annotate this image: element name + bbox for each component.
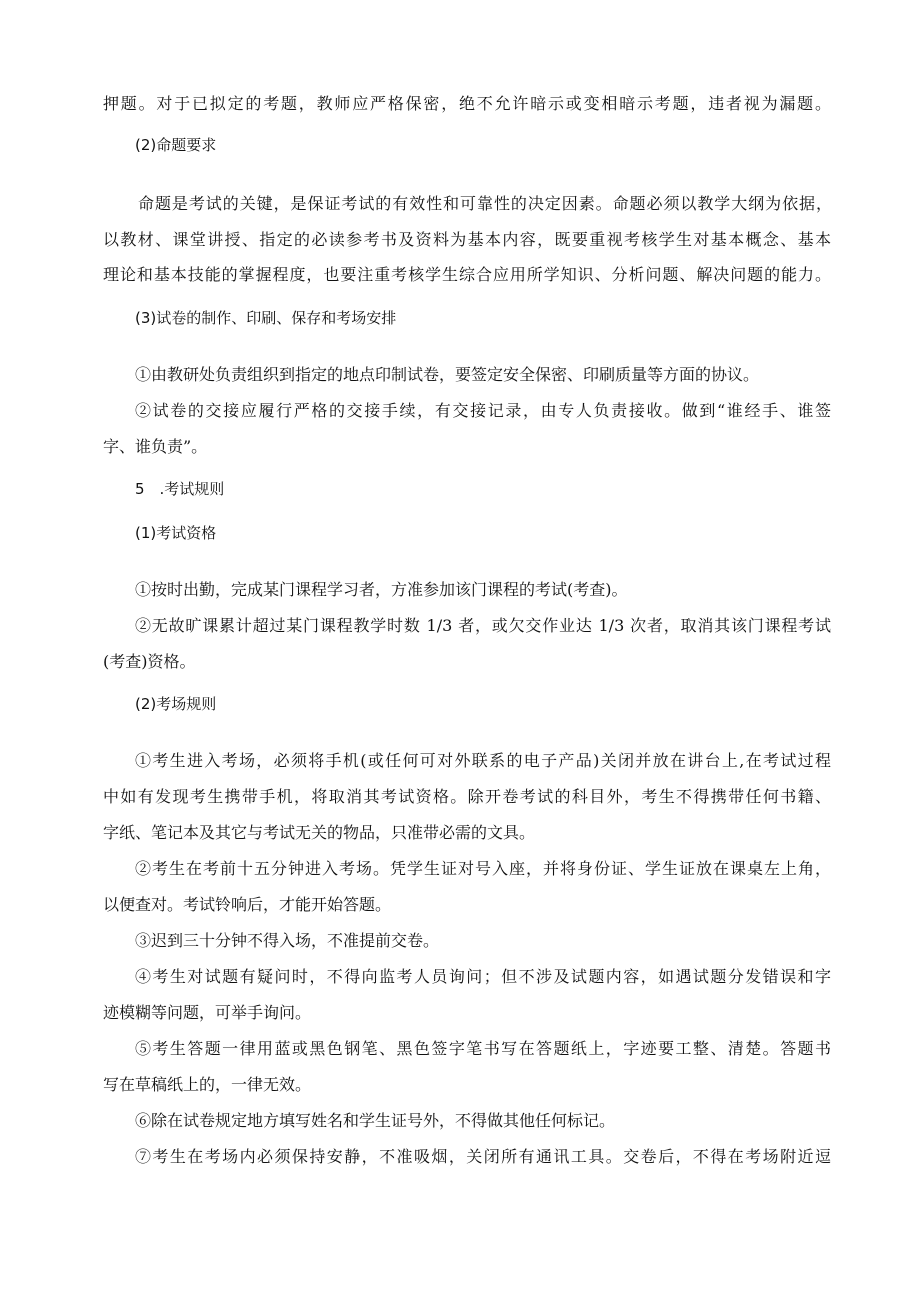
paragraph-line: (考查)资格。 xyxy=(103,652,196,671)
paragraph-line: 写在草稿纸上的，一律无效。 xyxy=(103,1075,312,1094)
section-heading: (2)考场规则 xyxy=(135,695,217,713)
paragraph-line: 押题。对于已拟定的考题，教师应严格保密，绝不允许暗示或变相暗示考题，违者视为漏题。 xyxy=(103,94,831,113)
paragraph-line: 字纸、笔记本及其它与考试无关的物品，只准带必需的文具。 xyxy=(103,823,536,842)
paragraph-line: ④考生对试题有疑问时，不得向监考人员询问；但不涉及试题内容，如遇试题分发错误和字 xyxy=(135,967,831,986)
paragraph-line: ②试卷的交接应履行严格的交接手续，有交接记录，由专人负责接收。做到“谁经手、谁签 xyxy=(135,401,831,420)
paragraph-line: ⑥除在试卷规定地方填写姓名和学生证号外，不得做其他任何标记。 xyxy=(135,1111,616,1130)
section-heading: (1)考试资格 xyxy=(135,524,217,542)
section-heading: (2)命题要求 xyxy=(135,136,217,154)
section-heading: (3)试卷的制作、印刷、保存和考场安排 xyxy=(135,309,397,327)
paragraph-line: 命题是考试的关键，是保证考试的有效性和可靠性的决定因素。命题必须以教学大纲为依据， xyxy=(138,194,832,213)
paragraph-line: ②考生在考前十五分钟进入考场。凭学生证对号入座，并将身份证、学生证放在课桌左上角， xyxy=(135,859,831,878)
paragraph-line: ①考生进入考场，必须将手机(或任何可对外联系的电子产品)关闭并放在讲台上,在考试过程 xyxy=(135,751,831,770)
paragraph-line: 中如有发现考生携带手机，将取消其考试资格。除开卷考试的科目外，考生不得携带任何书籍、 xyxy=(103,787,831,806)
paragraph-line: ①由教研处负责组织到指定的地点印制试卷，要签定安全保密、印刷质量等方面的协议。 xyxy=(135,365,760,384)
paragraph-line: ③迟到三十分钟不得入场，不准提前交卷。 xyxy=(135,931,440,950)
paragraph-line: 迹模糊等问题，可举手询问。 xyxy=(103,1003,312,1022)
paragraph-line: ⑤考生答题一律用蓝或黑色钢笔、黑色签字笔书写在答题纸上，字迹要工整、清楚。答题书 xyxy=(135,1039,831,1058)
section-heading: 5 .考试规则 xyxy=(135,480,225,498)
paragraph-line: ⑦考生在考场内必须保持安静，不准吸烟，关闭所有通讯工具。交卷后，不得在考场附近逗 xyxy=(135,1147,831,1166)
paragraph-line: 字、谁负责”。 xyxy=(103,437,208,456)
paragraph-line: ①按时出勤，完成某门课程学习者，方准参加该门课程的考试(考查)。 xyxy=(135,580,628,599)
paragraph-line: 以教材、课堂讲授、指定的必读参考书及资料为基本内容，既要重视考核学生对基本概念、基本 xyxy=(103,230,831,249)
paragraph-line: ②无故旷课累计超过某门课程教学时数 1/3 者，或欠交作业达 1/3 次者，取消其该门课程考试 xyxy=(135,616,831,635)
paragraph-line: 理论和基本技能的掌握程度，也要注重考核学生综合应用所学知识、分析问题、解决问题的能力。 xyxy=(103,265,831,284)
paragraph-line: 以便查对。考试铃响后，才能开始答题。 xyxy=(103,895,392,914)
